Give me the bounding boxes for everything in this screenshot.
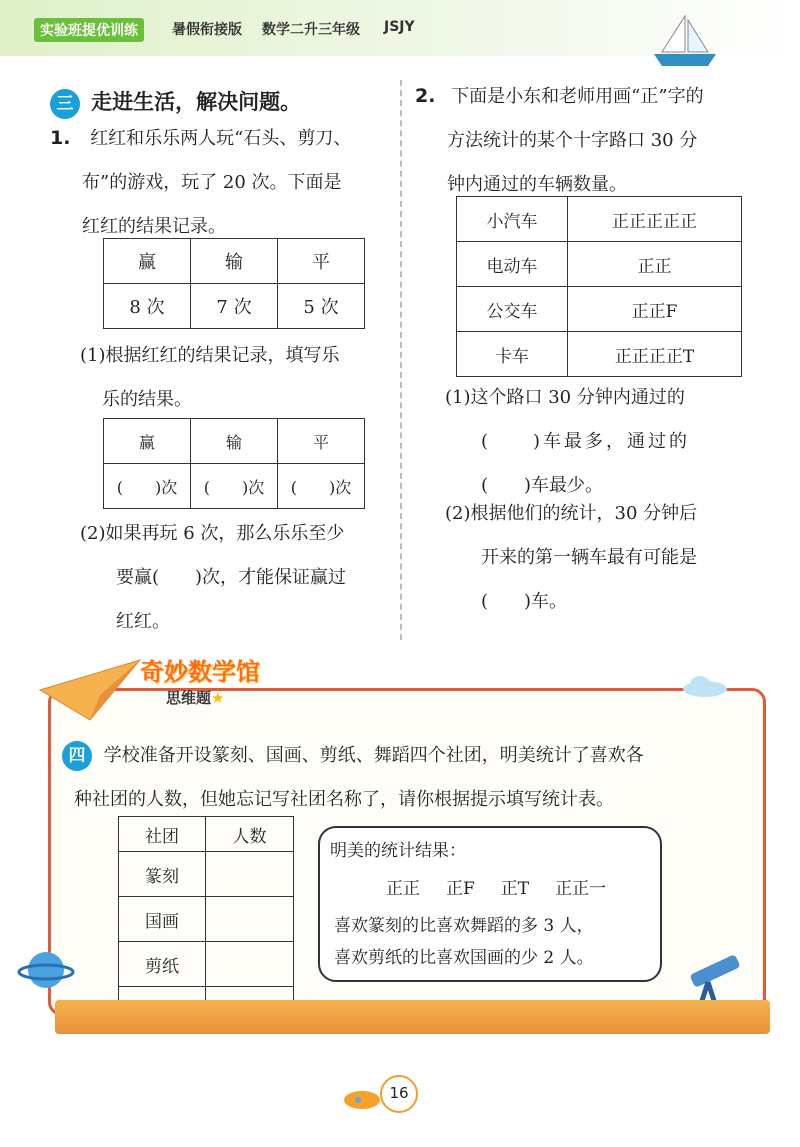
club-name: 篆刻 [119, 852, 206, 897]
table-cell: 5 次 [278, 284, 365, 329]
q1-sub1 [80, 334, 400, 422]
note-tallies [386, 874, 606, 899]
question-text-line: 下面是小东和老师用画“正”字的 [451, 86, 704, 107]
question-text-line: 乐的结果。 [102, 389, 192, 410]
vehicle-name: 公交车 [457, 287, 568, 332]
tally-marks: 正正正正T [568, 332, 742, 377]
question-text-line: 开来的第一辆车最有可能是 [481, 547, 697, 568]
question-text-line: (2)根据他们的统计，30 分钟后 [445, 503, 698, 524]
question-text-line: 种社团的人数，但她忘记写社团名称了，请你根据提示填写统计表。 [74, 789, 614, 810]
banner-title: 奇妙数学馆 [140, 658, 260, 686]
section-number: 三 [50, 89, 80, 119]
sailboat-icon [650, 12, 720, 72]
note-hints [334, 910, 594, 974]
series-badge: 实验班提优训练 [34, 18, 144, 42]
answer-blank[interactable]: ( )次 [278, 464, 365, 509]
table-cell: 7 次 [191, 284, 278, 329]
section-title: 走进生活，解决问题。 [91, 90, 302, 114]
honghong-result-table [103, 238, 365, 329]
edition-subtitle: 暑假衔接版 [172, 22, 242, 38]
tally-marks: 正T [500, 879, 530, 899]
question-text-line: 布”的游戏，玩了 20 次。下面是 [82, 172, 342, 193]
question-text-line: ( )车最多，通过的 [481, 431, 691, 452]
subject-label: 数学二升三年级 [262, 22, 360, 38]
statistics-note-box [318, 826, 662, 982]
question-text-line: 学校准备开设篆刻、国画、剪纸、舞蹈四个社团，明美统计了喜欢各 [103, 745, 644, 766]
table-header: 赢 [104, 239, 191, 284]
banner-subtitle [166, 687, 260, 708]
answer-blank[interactable] [206, 942, 294, 987]
club-name: 剪纸 [119, 942, 206, 987]
paper-plane-icon [30, 650, 150, 730]
answer-blank[interactable] [206, 897, 294, 942]
question-text-line: 红红的结果记录。 [82, 216, 226, 237]
question-text-line: (2)如果再玩 6 次，那么乐乐至少 [80, 523, 345, 544]
vehicle-name: 小汽车 [457, 197, 568, 242]
table-header: 输 [191, 419, 278, 464]
lele-result-table [103, 418, 365, 509]
page-number: 16 [380, 1075, 418, 1113]
tally-marks: 正正正正正 [568, 197, 742, 242]
section-4 [62, 734, 752, 822]
scroll-bottom-decoration [55, 1000, 770, 1034]
question-text-line: ( )车最少。 [481, 475, 604, 496]
question-number: 1. [50, 127, 71, 149]
question-text-line: 红红。 [116, 611, 170, 632]
question-text-line: (1)这个路口 30 分钟内通过的 [445, 387, 685, 408]
tally-marks: 正正F [568, 287, 742, 332]
q2-sub2 [445, 492, 785, 624]
tally-marks: 正正 [568, 242, 742, 287]
table-header: 输 [191, 239, 278, 284]
table-header: 平 [278, 239, 365, 284]
tally-marks: 正F [446, 879, 475, 899]
q2-sub1 [445, 376, 785, 508]
column-divider [400, 80, 402, 640]
cloud-icon [680, 674, 730, 698]
vehicle-name: 电动车 [457, 242, 568, 287]
answer-blank[interactable]: ( )次 [104, 464, 191, 509]
question-1 [50, 116, 390, 249]
section-3-heading [50, 86, 301, 119]
q1-sub2 [80, 512, 400, 644]
club-name: 国画 [119, 897, 206, 942]
vehicle-tally-table [456, 196, 742, 377]
vehicle-name: 卡车 [457, 332, 568, 377]
question-text-line: (1)根据红红的结果记录，填写乐 [80, 345, 340, 366]
edition-code: JSJY [384, 19, 415, 35]
tally-marks: 正正一 [555, 879, 607, 899]
banner-subtitle-text: 思维题 [166, 689, 212, 707]
answer-blank[interactable] [206, 852, 294, 897]
submarine-icon [342, 1082, 382, 1112]
question-text-line: 钟内通过的车辆数量。 [447, 174, 627, 195]
note-title: 明美的统计结果： [330, 841, 466, 861]
question-number: 2. [415, 85, 436, 107]
star-icon: ★ [211, 689, 225, 707]
question-text-line: ( )车。 [481, 591, 568, 612]
section-number: 四 [62, 741, 92, 771]
question-text-line: 红红和乐乐两人玩“石头、剪刀、 [90, 128, 352, 149]
table-cell: 8 次 [104, 284, 191, 329]
question-2 [415, 74, 785, 207]
table-header: 赢 [104, 419, 191, 464]
table-header: 平 [278, 419, 365, 464]
answer-blank[interactable]: ( )次 [191, 464, 278, 509]
hint-line: 喜欢篆刻的比喜欢舞蹈的多 3 人， [334, 916, 594, 936]
question-text-line: 方法统计的某个十字路口 30 分 [447, 130, 698, 151]
page-header [0, 0, 800, 56]
tally-marks: 正正 [386, 879, 420, 899]
hint-line: 喜欢剪纸的比喜欢国画的少 2 人。 [334, 948, 594, 968]
banner [140, 652, 260, 708]
table-header: 人数 [206, 817, 294, 852]
question-text-line: 要赢( )次，才能保证赢过 [116, 567, 347, 588]
planet-icon [16, 940, 76, 1000]
table-header: 社团 [119, 817, 206, 852]
